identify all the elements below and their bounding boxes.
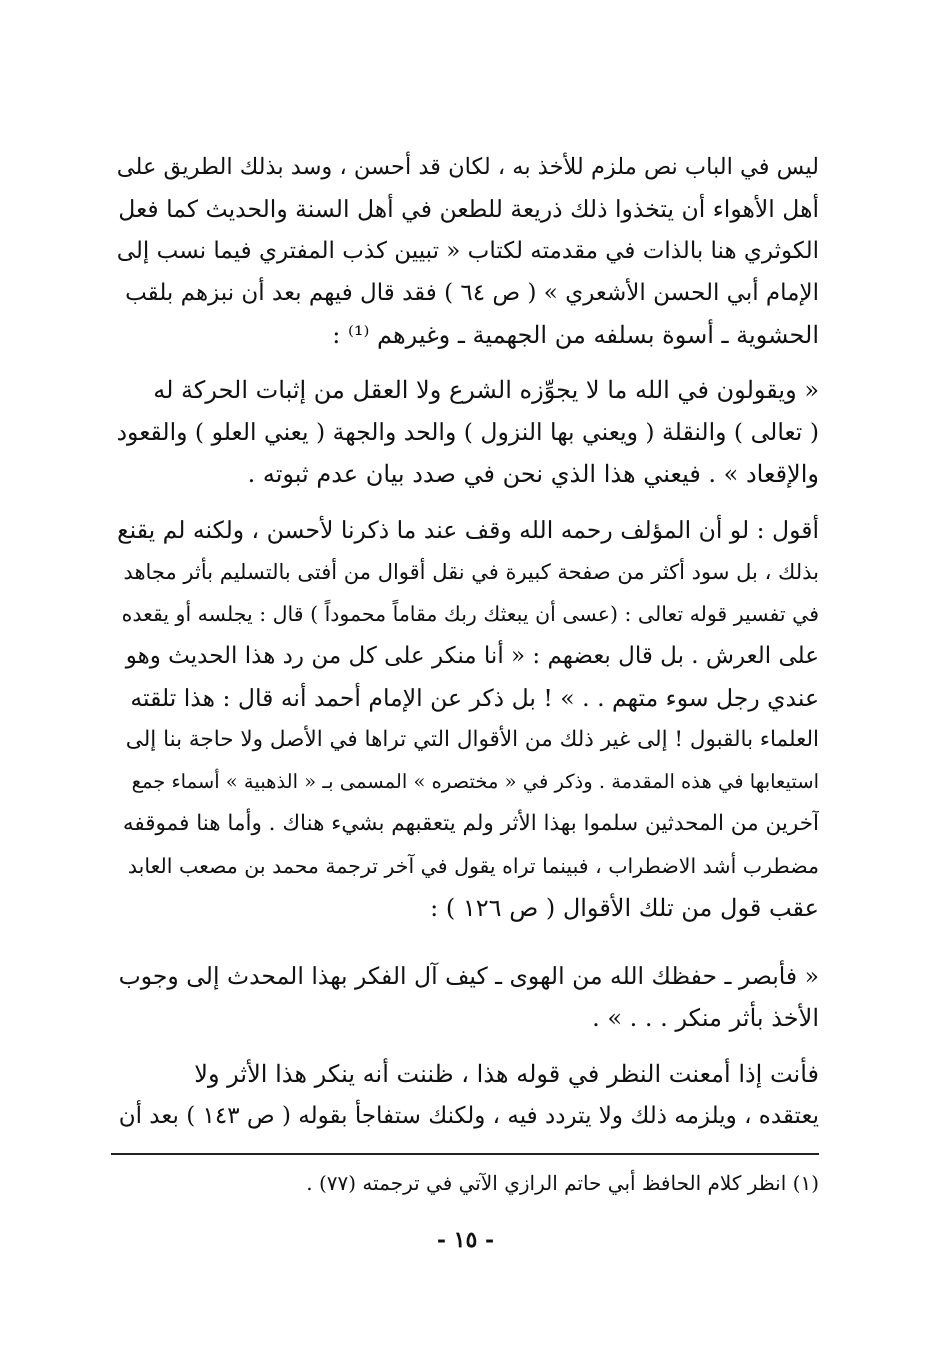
text-line: الأخذ بأثر منكر . . . » . bbox=[592, 1004, 819, 1032]
text-line: ليس في الباب نص ملزم للأخذ به ، لكان قد أحسن ، وسد بذلك الطريق على bbox=[117, 154, 819, 180]
text-line: فأنت إذا أمعنت النظر في قوله هذا ، ظننت أنه ينكر هذا الأثر ولا bbox=[194, 1060, 819, 1088]
text-line: والإقعاد » . فيعني هذا الذي نحن في صدد بيان عدم ثبوته . bbox=[247, 460, 819, 488]
text-line: الكوثري هنا بالذات في مقدمته لكتاب « تبيين كذب المفتري فيما نسب إلى bbox=[117, 238, 819, 264]
paragraph-2-quote bbox=[117, 369, 819, 495]
text-line: الإمام أبي الحسن الأشعري » ( ص ٦٤ ) فقد قال فيهم بعد أن نبزهم بلقب bbox=[125, 280, 819, 306]
text-line: مضطرب أشد الاضطراب ، فبينما تراه يقول في آخر ترجمة محمد بن مصعب العابد bbox=[127, 854, 819, 878]
text-line: أهل الأهواء أن يتخذوا ذلك ذريعة للطعن في أهل السنة والحديث كما فعل bbox=[118, 195, 819, 223]
paragraph-1 bbox=[117, 146, 819, 356]
footnote-divider bbox=[111, 1153, 819, 1155]
text-line: أقول : لو أن المؤلف رحمه الله وقف عند ما ذكرنا لأحسن ، ولكنه لم يقنع bbox=[117, 516, 819, 544]
page-number: - ١٥ - bbox=[436, 1227, 495, 1253]
text-line: « فأبصر ـ حفظك الله من الهوى ـ كيف آل الفكر بهذا المحدث إلى وجوب bbox=[118, 962, 819, 990]
paragraph-4-quote bbox=[117, 955, 819, 1039]
text-line: على العرش . بل قال بعضهم : « أنا منكر على كل من رد هذا الحديث وهو bbox=[125, 643, 819, 669]
text-line: الحشوية ـ أسوة بسلفه من الجهمية ـ وغيرهم ⁽¹⁾ : bbox=[332, 321, 819, 349]
text-line: آخرين من المحدثين سلموا بهذا الأثر ولم يتعقبهم بشيء هناك . وأما هنا فموقفه bbox=[122, 811, 819, 836]
text-line: استيعابها في هذه المقدمة . وذكر في « مختصره » المسمى بـ « الذهبية » أسماء جمع bbox=[131, 770, 819, 793]
footnote: (١) انظر كلام الحافظ أبي حاتم الرازي الآتي في ترجمته (٧٧) . bbox=[306, 1171, 819, 1195]
paragraph-3 bbox=[117, 509, 819, 929]
text-line: عندي رجل سوء متهم . . » ! بل ذكر عن الإمام أحمد أنه قال : هذا تلقته bbox=[130, 684, 819, 712]
text-line: عقب قول من تلك الأقوال ( ص ١٢٦ ) : bbox=[430, 894, 819, 922]
text-line: بذلك ، بل سود أكثر من صفحة كبيرة في نقل أقوال من أفتى بالتسليم بأثر مجاهد bbox=[123, 560, 819, 584]
text-line: في تفسير قوله تعالى : (عسى أن يبعثك ربك مقاماً محموداً ) قال : يجلسه أو يقعده bbox=[121, 602, 819, 626]
paragraph-5 bbox=[117, 1053, 819, 1137]
text-line: يعتقده ، ويلزمه ذلك ولا يتردد فيه ، ولكنك ستفاجأ بقوله ( ص ١٤٣ ) بعد أن bbox=[118, 1103, 819, 1129]
text-line: ( تعالى ) والنقلة ( ويعني بها النزول ) والحد والجهة ( يعني العلو ) والقعود bbox=[117, 418, 819, 446]
text-line: العلماء بالقبول ! إلى غير ذلك من الأقوال التي تراها في الأصل ولا حاجة بنا إلى bbox=[125, 727, 819, 752]
text-line: « ويقولون في الله ما لا يجوِّزه الشرع ولا العقل من إثبات الحركة له bbox=[153, 376, 819, 404]
